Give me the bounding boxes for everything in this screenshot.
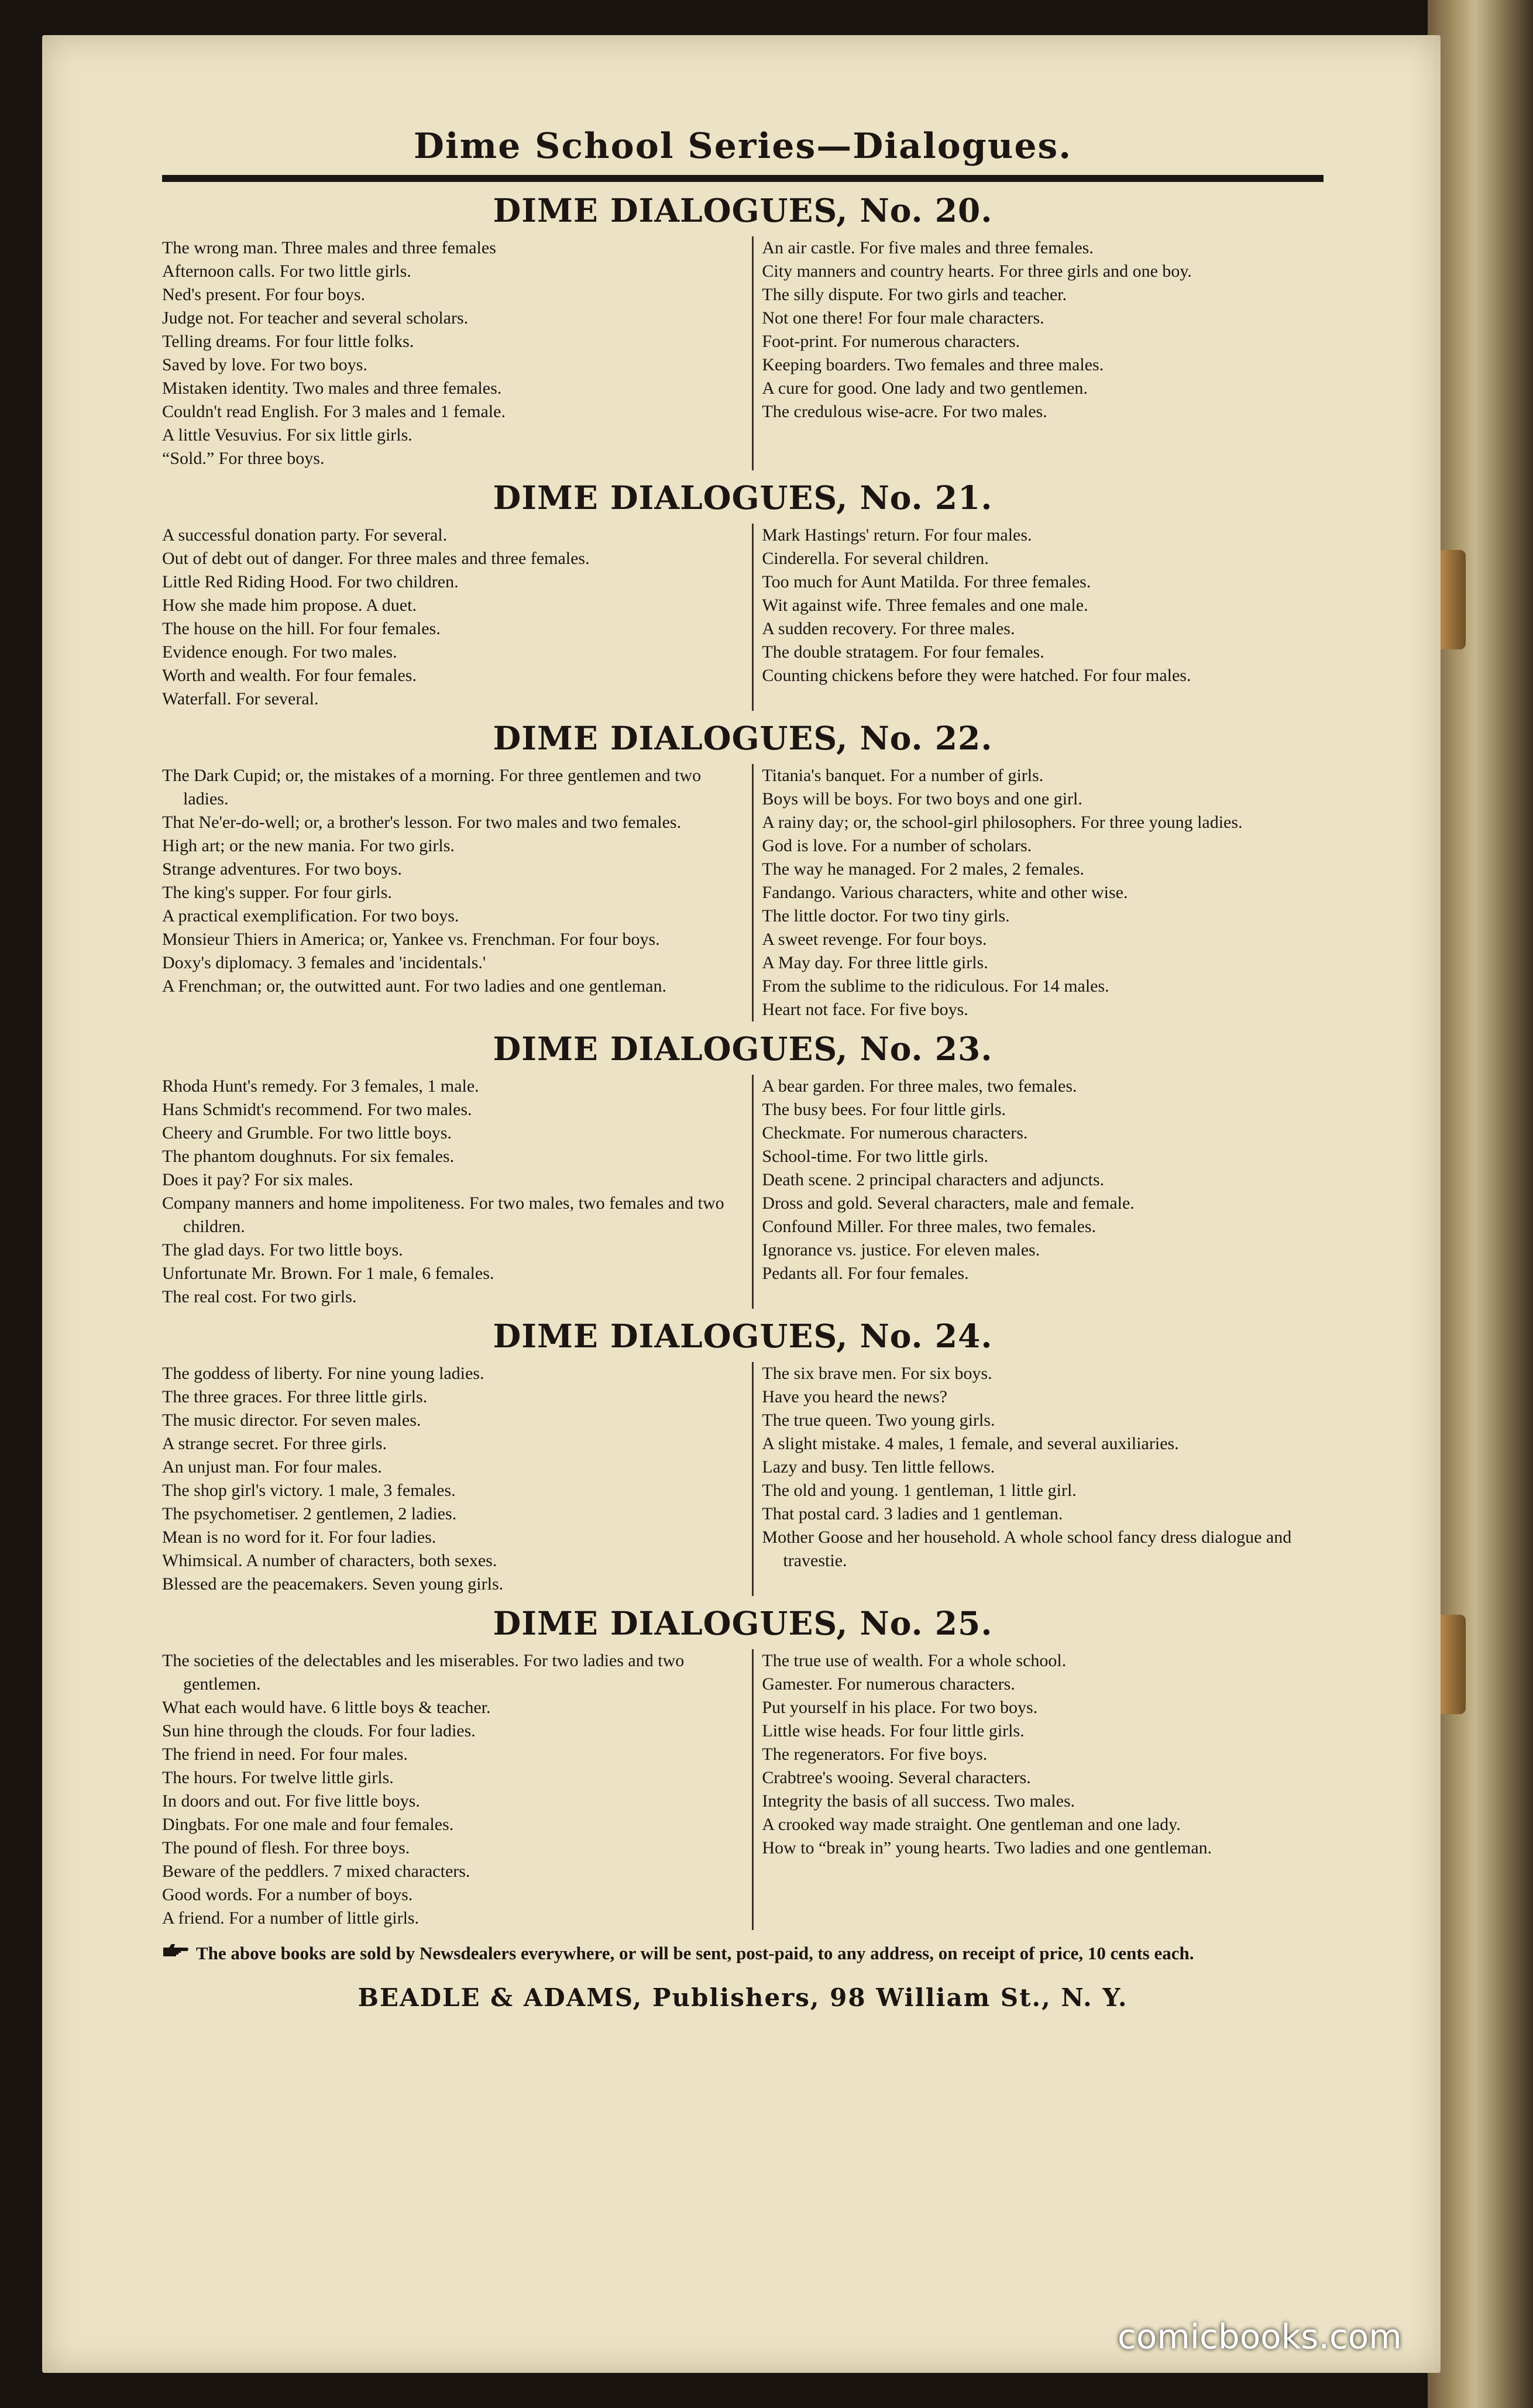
dialogue-entry: Doxy's diplomacy. 3 females and 'incidentals.' [162, 953, 486, 972]
dialogue-entry: Evidence enough. For two males. [162, 642, 397, 662]
dialogue-sections [162, 191, 1324, 1930]
dialogue-entry: The glad days. For two little boys. [162, 1240, 403, 1260]
dialogue-entry: That Ne'er-do-well; or, a brother's lesson. For two males and two females. [162, 813, 682, 832]
dialogue-entry: Does it pay? For six males. [162, 1170, 353, 1189]
dialogue-entry: The shop girl's victory. 1 male, 3 females. [162, 1481, 456, 1500]
dialogue-entry: The pound of flesh. For three boys. [162, 1838, 410, 1857]
dialogue-entry: Integrity the basis of all success. Two males. [762, 1791, 1075, 1811]
dialogue-entry: A successful donation party. For several. [162, 525, 448, 545]
right-column [752, 524, 1324, 711]
section-title: DIME DIALOGUES, No. 23. [493, 1030, 993, 1068]
dialogue-entry: City manners and country hearts. For three girls and one boy. [762, 262, 1192, 281]
left-column [162, 236, 734, 470]
dialogue-entry: Company manners and home impoliteness. For two males, two females and two children. [162, 1193, 724, 1236]
dialogue-entry: Keeping boarders. Two females and three males. [762, 355, 1104, 374]
dialogue-entry: The double stratagem. For four females. [762, 642, 1044, 662]
dialogue-entry: Rhoda Hunt's remedy. For 3 females, 1 male. [162, 1076, 479, 1096]
dialogue-entry: How to “break in” young hearts. Two ladies and one gentleman. [762, 1838, 1212, 1857]
dialogue-entry: Fandango. Various characters, white and other wise. [762, 883, 1128, 902]
dialogue-entry: Little Red Riding Hood. For two children. [162, 572, 459, 591]
dialogue-entry: The king's supper. For four girls. [162, 883, 392, 902]
dialogue-entry: The psychometiser. 2 gentlemen, 2 ladies. [162, 1504, 457, 1523]
dialogue-entry: Confound Miller. For three males, two females. [762, 1217, 1097, 1236]
section-title: DIME DIALOGUES, No. 20. [493, 191, 993, 229]
dialogue-entry: Crabtree's wooing. Several characters. [762, 1768, 1031, 1787]
dialogue-entry: A sudden recovery. For three males. [762, 619, 1015, 638]
dialogue-entry: Dingbats. For one male and four females. [162, 1815, 454, 1834]
section-columns [162, 236, 1324, 470]
page-content [162, 126, 1324, 2012]
dialogue-entry: Sun hine through the clouds. For four ladies. [162, 1721, 476, 1740]
dialogue-entry: Too much for Aunt Matilda. For three females. [762, 572, 1091, 591]
dialogue-entry: Whimsical. A number of characters, both sexes. [162, 1551, 497, 1570]
dialogue-entry: Death scene. 2 principal characters and adjuncts. [762, 1170, 1105, 1189]
dialogue-entry: The three graces. For three little girls. [162, 1387, 428, 1406]
dialogue-entry: Little wise heads. For four little girls. [762, 1721, 1025, 1740]
dialogue-entry: Not one there! For four male characters. [762, 308, 1044, 328]
dialogue-entry: Unfortunate Mr. Brown. For 1 male, 6 females. [162, 1264, 494, 1283]
section-title: DIME DIALOGUES, No. 25. [493, 1604, 993, 1642]
dialogue-entry: The credulous wise-acre. For two males. [762, 402, 1047, 421]
dialogue-entry: Good words. For a number of boys. [162, 1885, 413, 1904]
dialogue-entry: Judge not. For teacher and several scholars. [162, 308, 469, 328]
dialogue-entry: A practical exemplification. For two boys. [162, 906, 459, 926]
dialogue-entry: The way he managed. For 2 males, 2 females. [762, 859, 1085, 879]
section-title: DIME DIALOGUES, No. 21. [493, 479, 993, 517]
dialogue-entry: The friend in need. For four males. [162, 1745, 408, 1764]
dialogue-entry: Gamester. For numerous characters. [762, 1674, 1015, 1694]
dialogue-entry: Counting chickens before they were hatched. For four males. [762, 666, 1191, 685]
dialogue-section [162, 1317, 1324, 1596]
dialogue-entry: Out of debt out of danger. For three males and three females. [162, 549, 590, 568]
dialogue-section [162, 1604, 1324, 1930]
dialogue-entry: A sweet revenge. For four boys. [762, 930, 987, 949]
section-columns [162, 1075, 1324, 1309]
dialogue-entry: The silly dispute. For two girls and teacher. [762, 285, 1067, 304]
dialogue-entry: The six brave men. For six boys. [762, 1364, 992, 1383]
left-column [162, 764, 734, 1021]
dialogue-entry: Saved by love. For two boys. [162, 355, 367, 374]
section-columns [162, 764, 1324, 1021]
dialogue-entry: Boys will be boys. For two boys and one girl. [762, 789, 1082, 809]
dialogue-entry: Hans Schmidt's recommend. For two males. [162, 1100, 472, 1119]
dialogue-section [162, 191, 1324, 470]
dialogue-entry: Mistaken identity. Two males and three females. [162, 379, 502, 398]
dialogue-entry: A Frenchman; or, the outwitted aunt. For two ladies and one gentleman. [162, 976, 666, 996]
dialogue-entry: Checkmate. For numerous characters. [762, 1123, 1028, 1143]
dialogue-entry: Put yourself in his place. For two boys. [762, 1698, 1038, 1717]
right-column [752, 1362, 1324, 1596]
dialogue-entry: Couldn't read English. For 3 males and 1 female. [162, 402, 506, 421]
pointing-hand-icon [162, 1941, 189, 1966]
dialogue-entry: School-time. For two little girls. [762, 1147, 989, 1166]
dialogue-entry: The true use of wealth. For a whole school. [762, 1651, 1067, 1670]
dialogue-entry: A slight mistake. 4 males, 1 female, and several auxiliaries. [762, 1434, 1179, 1453]
dialogue-entry: Foot-print. For numerous characters. [762, 332, 1020, 351]
right-column [752, 1075, 1324, 1309]
dialogue-entry: Worth and wealth. For four females. [162, 666, 417, 685]
dialogue-entry: The regenerators. For five boys. [762, 1745, 988, 1764]
dialogue-entry: Cinderella. For several children. [762, 549, 989, 568]
dialogue-entry: Blessed are the peacemakers. Seven young girls. [162, 1574, 504, 1594]
section-columns [162, 524, 1324, 711]
footer-note-text: The above books are sold by Newsdealers everywhere, or will be sent, post-paid, to any address, on receipt of price, 10 cents each. [196, 1943, 1194, 1963]
dialogue-entry: Ignorance vs. justice. For eleven males. [762, 1240, 1040, 1260]
dialogue-entry: A bear garden. For three males, two females. [762, 1076, 1077, 1096]
dialogue-entry: Pedants all. For four females. [762, 1264, 969, 1283]
dialogue-entry: Cheery and Grumble. For two little boys. [162, 1123, 452, 1143]
dialogue-entry: The goddess of liberty. For nine young ladies. [162, 1364, 484, 1383]
dialogue-entry: The music director. For seven males. [162, 1411, 421, 1430]
dialogue-entry: Lazy and busy. Ten little fellows. [762, 1457, 995, 1477]
dialogue-entry: The hours. For twelve little girls. [162, 1768, 394, 1787]
dialogue-entry: In doors and out. For five little boys. [162, 1791, 420, 1811]
dialogue-section [162, 479, 1324, 711]
watermark: comicbooks.com [1118, 2317, 1402, 2357]
dialogue-entry: The real cost. For two girls. [162, 1287, 357, 1306]
left-column [162, 1649, 734, 1930]
dialogue-entry: The phantom doughnuts. For six females. [162, 1147, 455, 1166]
section-title: DIME DIALOGUES, No. 22. [493, 719, 993, 757]
dialogue-entry: Mean is no word for it. For four ladies. [162, 1528, 436, 1547]
dialogue-entry: A crooked way made straight. One gentleman and one lady. [762, 1815, 1181, 1834]
section-columns [162, 1362, 1324, 1596]
dialogue-entry: Titania's banquet. For a number of girls. [762, 766, 1044, 785]
dialogue-entry: Dross and gold. Several characters, male and female. [762, 1193, 1135, 1213]
publisher-line: BEADLE & ADAMS, Publishers, 98 William St., N. Y. [358, 1983, 1128, 2012]
running-head: Dime School Series—Dialogues. [413, 126, 1073, 167]
dialogue-entry: From the sublime to the ridiculous. For 14 males. [762, 976, 1109, 996]
dialogue-entry: A cure for good. One lady and two gentlemen. [762, 379, 1088, 398]
dialogue-entry: The Dark Cupid; or, the mistakes of a morning. For three gentlemen and two ladies. [162, 766, 702, 809]
page [42, 35, 1441, 2373]
dialogue-entry: A friend. For a number of little girls. [162, 1908, 420, 1928]
dialogue-entry: Wit against wife. Three females and one male. [762, 596, 1088, 615]
section-title: DIME DIALOGUES, No. 24. [493, 1317, 993, 1355]
left-column [162, 524, 734, 711]
dialogue-section [162, 1030, 1324, 1309]
left-column [162, 1362, 734, 1596]
dialogue-entry: The true queen. Two young girls. [762, 1411, 995, 1430]
dialogue-entry: The old and young. 1 gentleman, 1 little girl. [762, 1481, 1077, 1500]
right-column [752, 764, 1324, 1021]
footer-note [162, 1941, 1324, 1966]
dialogue-entry: Have you heard the news? [762, 1387, 947, 1406]
heading-rule [162, 175, 1324, 182]
dialogue-entry: Waterfall. For several. [162, 689, 319, 708]
dialogue-entry: Afternoon calls. For two little girls. [162, 262, 411, 281]
dialogue-section [162, 719, 1324, 1021]
dialogue-entry: A little Vesuvius. For six little girls. [162, 425, 413, 445]
dialogue-entry: How she made him propose. A duet. [162, 596, 417, 615]
dialogue-entry: A rainy day; or, the school-girl philosophers. For three young ladies. [762, 813, 1243, 832]
dialogue-entry: The societies of the delectables and les miserables. For two ladies and two gentlemen. [162, 1651, 685, 1694]
dialogue-entry: What each would have. 6 little boys & teacher. [162, 1698, 491, 1717]
right-column [752, 1649, 1324, 1930]
dialogue-entry: Mother Goose and her household. A whole school fancy dress dialogue and travestie. [762, 1528, 1292, 1570]
dialogue-entry: The busy bees. For four little girls. [762, 1100, 1006, 1119]
dialogue-entry: The little doctor. For two tiny girls. [762, 906, 1010, 926]
dialogue-entry: The wrong man. Three males and three females [162, 238, 496, 257]
dialogue-entry: High art; or the new mania. For two girls. [162, 836, 455, 855]
section-columns [162, 1649, 1324, 1930]
dialogue-entry: Ned's present. For four boys. [162, 285, 366, 304]
dialogue-entry: God is love. For a number of scholars. [762, 836, 1032, 855]
dialogue-entry: An air castle. For five males and three females. [762, 238, 1094, 257]
dialogue-entry: Telling dreams. For four little folks. [162, 332, 414, 351]
dialogue-entry: The house on the hill. For four females. [162, 619, 441, 638]
dialogue-entry: Heart not face. For five boys. [762, 1000, 968, 1019]
dialogue-entry: A strange secret. For three girls. [162, 1434, 387, 1453]
book-spine-edge [1428, 0, 1533, 2408]
dialogue-entry: Monsieur Thiers in America; or, Yankee vs. Frenchman. For four boys. [162, 930, 660, 949]
dialogue-entry: An unjust man. For four males. [162, 1457, 382, 1477]
dialogue-entry: Strange adventures. For two boys. [162, 859, 402, 879]
dialogue-entry: “Sold.” For three boys. [162, 449, 325, 468]
dialogue-entry: That postal card. 3 ladies and 1 gentleman. [762, 1504, 1063, 1523]
dialogue-entry: Mark Hastings' return. For four males. [762, 525, 1032, 545]
dialogue-entry: Beware of the peddlers. 7 mixed characters. [162, 1862, 470, 1881]
left-column [162, 1075, 734, 1309]
dialogue-entry: A May day. For three little girls. [762, 953, 988, 972]
right-column [752, 236, 1324, 470]
